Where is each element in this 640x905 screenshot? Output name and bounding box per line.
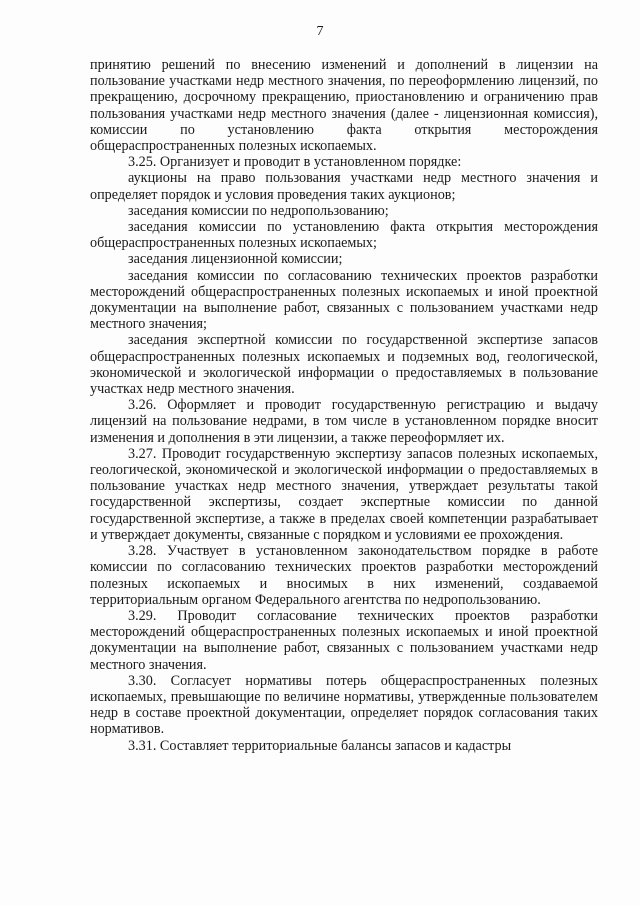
document-body: [90, 57, 598, 754]
paragraph-3-26: 3.26. Оформляет и проводит государственную регистрацию и выдачу лицензий на пользование недрами, в том числе в установленном порядке вносит изменения и дополнения в эти лицензии, а также переоформляет их.: [90, 397, 598, 446]
paragraph-3-27: 3.27. Проводит государственную экспертизу запасов полезных ископаемых, геологической, экономической и экологической информации о предоставляемых в пользование участках недр местного значения, утверждает результаты такой государственной экспертизы, создает экспертные комиссии по данной государственной экспертизе, а также в пределах своей компетенции разрабатывает и утверждает документы, связанные с порядком и условиями ее прохождения.: [90, 445, 598, 543]
list-item-subsoil-commission: заседания комиссии по недропользованию;: [128, 202, 389, 219]
page-number: 7: [316, 24, 324, 39]
list-item-license-commission: заседания лицензионной комиссии;: [128, 251, 343, 268]
paragraph-continuation: принятию решений по внесению изменений и дополнений в лицензии на пользование участками недр местного значения, по переоформлению лицензий, по прекращению, досрочному прекращению, приостановлению и ограничению прав пользования участками недр местного значения (далее - лицензионная комиссия), комиссии по установлению факта открытия месторождения общераспространенных полезных ископаемых.: [90, 57, 598, 155]
paragraph-3-31: 3.31. Составляет территориальные балансы запасов и кадастры: [128, 737, 512, 754]
paragraph-3-29: 3.29. Проводит согласование технических проектов разработки месторождений общераспространенных полезных ископаемых и иной проектной документации на выполнение работ, связанных с пользованием участками недр местного значения.: [90, 607, 598, 673]
paragraph-3-25: 3.25. Организует и проводит в установленном порядке:: [128, 154, 462, 171]
paragraph-3-30: 3.30. Согласует нормативы потерь общераспространенных полезных ископаемых, превышающие по величине нормативы, утвержденные пользователем недр в составе проектной документации, определяет порядок согласования таких нормативов.: [90, 672, 598, 738]
paragraph-3-28: 3.28. Участвует в установленном законодательством порядке в работе комиссии по согласованию технических проектов разработки месторождений полезных ископаемых и вносимых в них изменений, создаваемой территориальным органом Федерального агентства по недропользованию.: [90, 543, 598, 608]
list-item-technical-projects-commission: заседания комиссии по согласованию технических проектов разработки месторождений общераспространенных полезных ископаемых и иной проектной документации на выполнение работ, связанных с пользованием участками недр местного значения;: [90, 267, 598, 333]
list-item-auctions: аукционы на право пользования участками недр местного значения и определяет порядок и условия проведения таких аукционов;: [90, 170, 598, 203]
list-item-discovery-commission: заседания комиссии по установлению факта открытия месторождения общераспространенных полезных ископаемых;: [90, 219, 598, 252]
list-item-expert-commission: заседания экспертной комиссии по государственной экспертизе запасов общераспространенных полезных ископаемых и подземных вод, геологической, экономической и экологической информации о предоставляемых в пользование участках недр местного значения.: [90, 332, 598, 398]
